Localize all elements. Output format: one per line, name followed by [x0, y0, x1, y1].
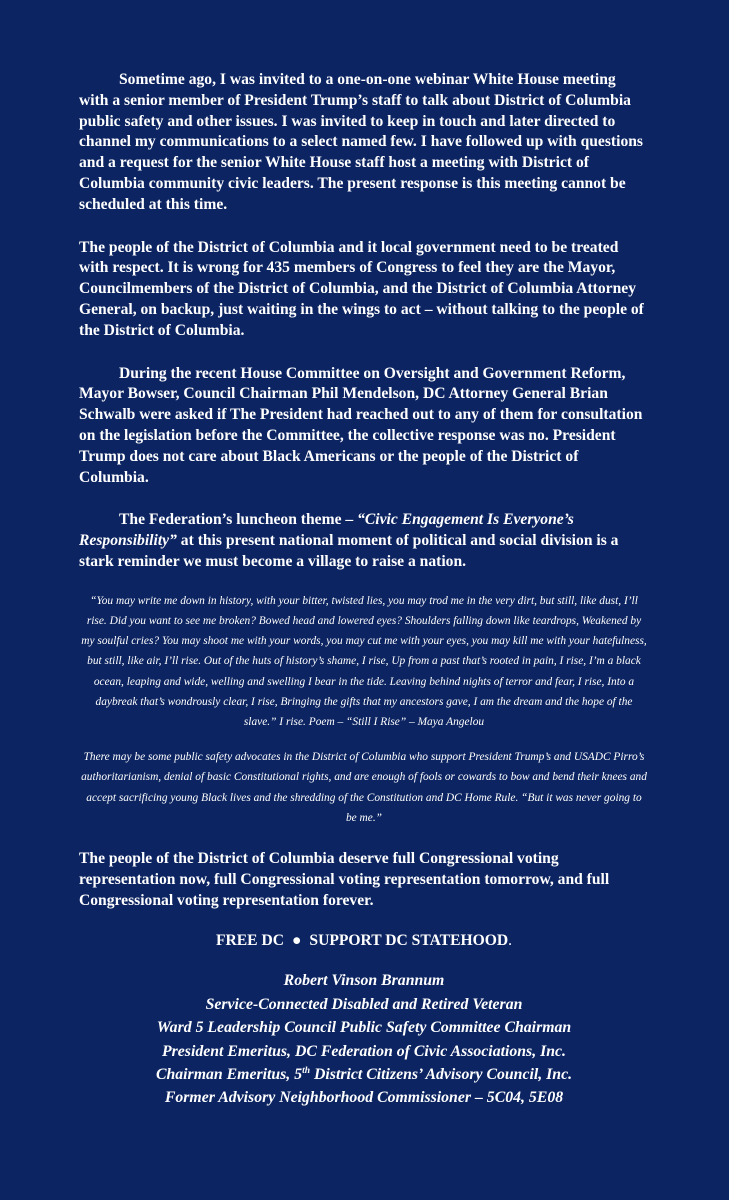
paragraph-voting-representation: The people of the District of Columbia deserve full Congressional voting representation now, full Congressional voting representation tomorrow, and full Congressional voting representation forever. — [79, 849, 610, 909]
signature-block — [79, 969, 649, 1109]
signature-title-federation: President Emeritus, DC Federation of Civic Associations, Inc. — [161, 1042, 567, 1060]
advocates-quote: There may be some public safety advocates in the District of Columbia who support President Trump’s and USADC Pirro’s authoritarianism, denial of basic Constitutional rights, and are enough of fools or cowards to bow and bend their knees and accept sacrificing young Black lives and the shredding of the Constitution and DC Home Rule. “But it was never going to be me.” — [81, 751, 647, 824]
signature-title-anc: Former Advisory Neighborhood Commissioner – 5C04, 5E08 — [164, 1089, 564, 1107]
signature-title-ward5: Ward 5 Leadership Council Public Safety Committee Chairman — [156, 1019, 572, 1037]
paragraph-respect: The people of the District of Columbia and it local government need to be treated with respect. It is wrong for 435 members of Congress to feel they are the Mayor, Councilmembers of the District of Columbia, and the District of Columbia Attorney General, on backup, just waiting in the wings to act – without talking to the people of the District of Columbia. — [79, 238, 644, 339]
title4-prefix: Chairman Emeritus, 5 — [155, 1065, 303, 1083]
paragraph-luncheon-theme — [79, 510, 649, 572]
slogan — [79, 931, 649, 951]
theme-suffix: at this present national moment of political and social division is a stark reminder we must become a village to raise a nation. — [79, 532, 619, 570]
paragraph-house-committee: During the recent House Committee on Oversight and Government Reform, Mayor Bowser, Council Chairman Phil Mendelson, DC Attorney General Brian Schwalb were asked if The President had reached out to any of them for consultation on the legislation before the Committee, the collective response was no. President Trump does not care about Black Americans or the people of the District of Columbia. — [79, 364, 643, 486]
theme-prefix: The Federation’s luncheon theme – — [119, 511, 358, 529]
signature-title-veteran: Service-Connected Disabled and Retired Veteran — [205, 995, 523, 1013]
poem-quote: “You may write me down in history, with your bitter, twisted lies, you may trod me in the very dirt, but still, like dust, I’ll rise. Did you want to see me broken? Bowed head and lowered eyes? Shoulders falling down like teardrops, Weakened by my soulful cries? You may shoot me with your words, you may cut me with your eyes, you may kill me with your hatefulness, but still, like air, I’ll rise. Out of the huts of history’s shame, I rise, Up from a past that’s rooted in pain, I rise, I’m a black ocean, leaping and wide, welling and swelling I bear in the tide. Leaving behind nights of terror and fear, I rise, Into a daybreak that’s wondrously clear, I rise, Bringing the gifts that my ancestors gave, I am the dream and the hope of the slave.” I rise. Poem – “Still I Rise” – Maya Angelou — [81, 594, 647, 728]
slogan-statehood: SUPPORT DC STATEHOOD — [309, 932, 509, 950]
title4-sup: th — [302, 1065, 311, 1076]
signature-title-citizens-council — [79, 1063, 649, 1086]
signature-name: Robert Vinson Brannum — [283, 972, 445, 990]
luncheon-theme: “Civic Engagement Is Everyone’s Responsibility” — [79, 511, 574, 550]
bullet-icon: ● — [291, 932, 302, 950]
slogan-free-dc: FREE DC — [215, 932, 284, 950]
title4-suffix: District Citizens’ Advisory Council, Inc. — [310, 1065, 573, 1083]
paragraph-white-house-meeting: Sometime ago, I was invited to a one-on-one webinar White House meeting with a senior member of President Trump’s staff to talk about District of Columbia public safety and other issues. I was invited to keep in touch and later directed to channel my communications to a select named few. I have followed up with questions and a request for the senior White House staff host a meeting with District of Columbia community civic leaders. The present response is this meeting cannot be scheduled at this time. — [79, 71, 643, 213]
slogan-period: . — [508, 932, 513, 950]
